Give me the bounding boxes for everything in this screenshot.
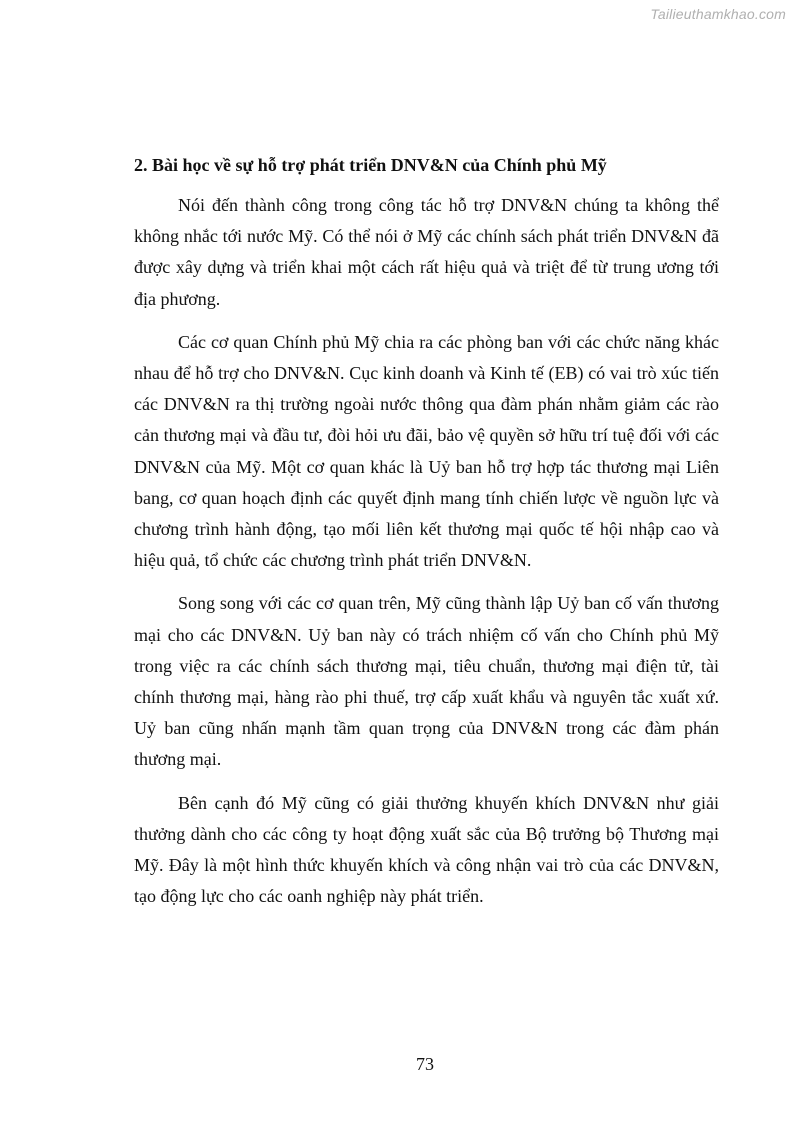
page-number: 73: [416, 1054, 434, 1074]
document-body: [134, 152, 719, 924]
paragraph-1: Nói đến thành công trong công tác hỗ trợ DNV&N chúng ta không thể không nhắc tới nước Mỹ. Có thể nói ở Mỹ các chính sách phát triển DNV&N đã được xây dựng và triển khai một cách rất hiệu quả và triệt để từ trung ương tới địa phương.: [134, 195, 719, 309]
paragraph-4: Bên cạnh đó Mỹ cũng có giải thưởng khuyến khích DNV&N như giải thưởng dành cho các công ty hoạt động xuất sắc của Bộ trưởng bộ Thương mại Mỹ. Đây là một hình thức khuyến khích và công nhận vai trò của các DNV&N, tạo động lực cho các oanh nghiệp này phát triển.: [134, 792, 719, 907]
watermark-text: Tailieuthamkhao.com: [650, 6, 786, 22]
paragraph-3: Song song với các cơ quan trên, Mỹ cũng thành lập Uỷ ban cố vấn thương mại cho các DNV&N. Uỷ ban này có trách nhiệm cố vấn cho Chính phủ Mỹ trong việc ra các chính sách thương mại, tiêu chuẩn, thương mại điện tử, tài chính thương mại, hàng rào phi thuế, trợ cấp xuất khẩu và nguyên tắc xuất xứ. Uỷ ban cũng nhấn mạnh tầm quan trọng của DNV&N trong các đàm phán thương mại.: [134, 593, 719, 770]
section-heading: 2. Bài học về sự hỗ trợ phát triển DNV&N của Chính phủ Mỹ: [134, 155, 607, 175]
paragraph-2: Các cơ quan Chính phủ Mỹ chia ra các phòng ban với các chức năng khác nhau để hỗ trợ cho DNV&N. Cục kinh doanh và Kinh tế (EB) có vai trò xúc tiến các DNV&N ra thị trường ngoài nước thông qua đàm phán nhằm giảm các rào cản thương mại và đầu tư, đòi hỏi ưu đãi, bảo vệ quyền sở hữu trí tuệ đối với các DNV&N của Mỹ. Một cơ quan khác là Uỷ ban hỗ trợ hợp tác thương mại Liên bang, cơ quan hoạch định các quyết định mang tính chiến lược về nguồn lực và chương trình hành động, tạo mối liên kết thương mại quốc tế hội nhập cao và hiệu quả, tổ chức các chương trình phát triển DNV&N.: [134, 331, 719, 571]
